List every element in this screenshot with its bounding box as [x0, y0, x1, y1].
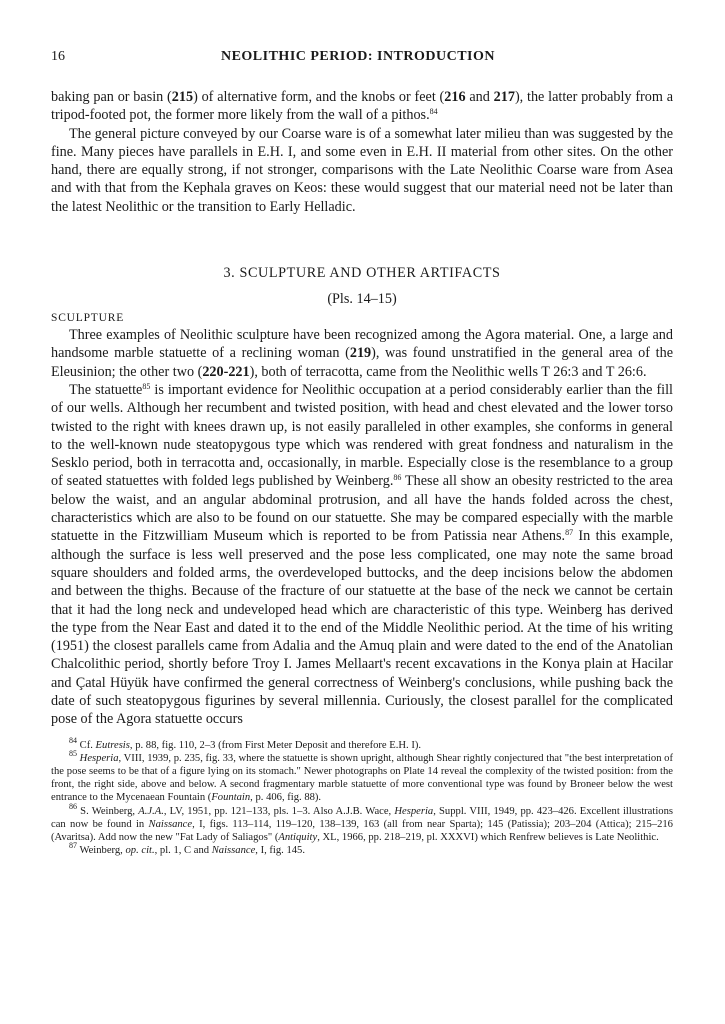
text-run: , VIII, 1939, p. 235, fig. 33, where the statuette is shown upright, although Shear rightly conjectured that "the best interpretation of the pose seems to be that of a figure lying on its stomach." Newer photographs on Plate 14 reveal the complexity of the twisted position: from the front, the right side, above and below. A second fragmentary marble statuette of more conventional type was found by Broneer below the west entrance to the Mycenaean Fountain ( — [51, 752, 673, 804]
footnote-ref[interactable]: 86 — [393, 473, 402, 483]
catalog-number: 217 — [493, 89, 515, 105]
citation-title: Antiquity — [278, 832, 318, 844]
paragraph-coarse-ware-summary: The general picture conveyed by our Coarse ware is of a somewhat later milieu than was suggested by the fine. Many pieces have parallels in E.H. I, and some even in E.H. II material from other sites. On the other hand, there are equally strong, if not stronger, comparisons with the Late Neolithic Coarse ware from Asea and with that from the Kephala graves on Keos: these would suggest that our material need not be later than the latest Neolithic or the transition to Early Helladic. — [51, 125, 673, 215]
text-run: and — [465, 89, 494, 105]
document-page — [51, 49, 673, 857]
text-run: These all show an obesity restricted to the area below the waist, and an angular abdominal protrusion, and all have the hands folded across the chest, characteristics which are also to be found on our statuette. She may be compared especially with the marble statuette in the Fitzwilliam Museum which is reported to be from Patissia near Athens. — [51, 473, 673, 545]
footnote-87 — [51, 841, 673, 857]
text-run: , Suppl. VIII, 1949, pp. 423–426. Excellent illustrations can now be found in — [51, 805, 673, 830]
text-run: , XL, 1966, pp. 218–219, pl. XXXVI) which Renfrew believes is Late Neolithic. — [317, 832, 659, 844]
footnote-ref[interactable]: 85 — [142, 381, 151, 391]
citation-title: Naissance — [148, 818, 193, 830]
running-head: NEOLITHIC PERIOD: INTRODUCTION — [220, 49, 496, 64]
page-number: 16 — [51, 49, 65, 64]
citation-title: Eutresis — [95, 739, 130, 751]
text-run: ), was found unstratified in the general area of the Eleusinion; the other two ( — [51, 345, 673, 380]
text-run: , I, figs. 113–114, 119–120, 138–139, 163 (all from near Sparta); 145 (Patissia); 203–204 (Attica); 215–216 (Avaritsa). Add now the new "Fat Lady of Saliagos" ( — [51, 818, 673, 844]
footnote-number: 86 — [69, 801, 77, 811]
text-run: , p. 88, fig. 110, 2–3 (from First Meter Deposit and therefore E.H. I). — [129, 739, 422, 751]
citation-title: Naissance — [211, 845, 256, 857]
citation-title: Hesperia — [394, 805, 434, 817]
catalog-number: 216 — [444, 89, 466, 105]
footnote-number: 85 — [69, 748, 77, 758]
text-run: , I, fig. 145. — [255, 845, 306, 857]
catalog-number: 215 — [171, 89, 194, 105]
paragraph-statuette — [51, 381, 673, 729]
page-header — [51, 49, 673, 67]
text-run: ), the latter probably from a tripod-footed pot, the former more likely from the wall of a pithos. — [51, 89, 673, 124]
citation-title: Hesperia — [79, 752, 119, 764]
paragraph-coarse-ware-forms — [51, 88, 673, 125]
citation-title: Fountain — [211, 792, 251, 804]
text-run: The statuette — [69, 381, 143, 398]
citation-title: op. cit. — [125, 845, 155, 857]
footnote-ref[interactable]: 87 — [565, 528, 574, 538]
text-run: Weinberg, — [77, 845, 126, 857]
text-run: Three examples of Neolithic sculpture have been recognized among the Agora material. One, a large and handsome marble statuette of a reclining woman ( — [51, 327, 673, 362]
footnote-number: 87 — [69, 841, 77, 851]
footnote-85 — [51, 748, 673, 805]
text-run: is important evidence for Neolithic occupation at a period considerably earlier than the fill of our wells. Although her recumbent and twisted position, with head and chest elevated and the lower torso twisted to the right with knees drawn up, is not easily paralleled in other examples, she conforms in general to the well-known nude steatopygous type which was rendered with great fondness and naturalism in the Sesklo period, both in terracotta and, occasionally, in marble. Especially close is the resemblance to a group of seated statuettes with folded legs published by Weinberg. — [51, 381, 673, 490]
text-run: , pl. 1, C and — [154, 845, 212, 857]
catalog-number: 220-221 — [202, 363, 250, 380]
citation-title: A.J.A. — [138, 805, 164, 817]
catalog-number: 219 — [349, 345, 372, 362]
text-run: , LV, 1951, pp. 121–133, pls. 1–3. Also A.J.B. Wace, — [163, 805, 395, 817]
paragraph-sculpture-intro — [51, 326, 673, 381]
footnote-number: 84 — [69, 735, 77, 745]
text-run: baking pan or basin ( — [51, 89, 172, 105]
subheading-sculpture: SCULPTURE — [51, 312, 125, 325]
plates-reference: (Pls. 14–15) — [327, 291, 397, 308]
footnote-84 — [51, 735, 673, 752]
text-run: , p. 406, fig. 88). — [250, 792, 322, 804]
footnote-86 — [51, 801, 673, 845]
section-heading: 3. SCULPTURE AND OTHER ARTIFACTS — [223, 265, 501, 282]
footnote-ref[interactable]: 84 — [429, 107, 438, 117]
text-run: Cf. — [77, 739, 96, 751]
text-run: In this example, although the surface is less well preserved and the pose less complicated, one may note the same broad square shoulders and folded arms, the overdeveloped buttocks, and the deep incisions below the abdomen and between the thighs. Because of the fracture of our statuette at the base of the neck we cannot be certain that it had the long neck and undeveloped head which are characteristic of this type. Weinberg has derived the type from the Near East and dated it to the end of the Middle Neolithic period. At the time of his writing (1951) the closest parallels came from Adalia and the Amuq plain and were dated to the end of the Anatolian Chalcolithic period, shortly before Troy I. James Mellaart's recent excavations in the Konya plain at Hacilar and Çatal Hüyük have confirmed the general correctness of Weinberg's conclusions, while pushing back the date of such steatopygous figurines by several millennia. Curiously, the closest parallel for the complicated pose of the Agora statuette occurs — [51, 528, 674, 728]
text-run: ), both of terracotta, came from the Neolithic wells T 26:3 and T 26:6. — [249, 363, 647, 380]
text-run: S. Weinberg, — [77, 805, 139, 817]
text-run: ) of alternative form, and the knobs or feet ( — [193, 89, 445, 105]
footnotes — [51, 735, 673, 858]
